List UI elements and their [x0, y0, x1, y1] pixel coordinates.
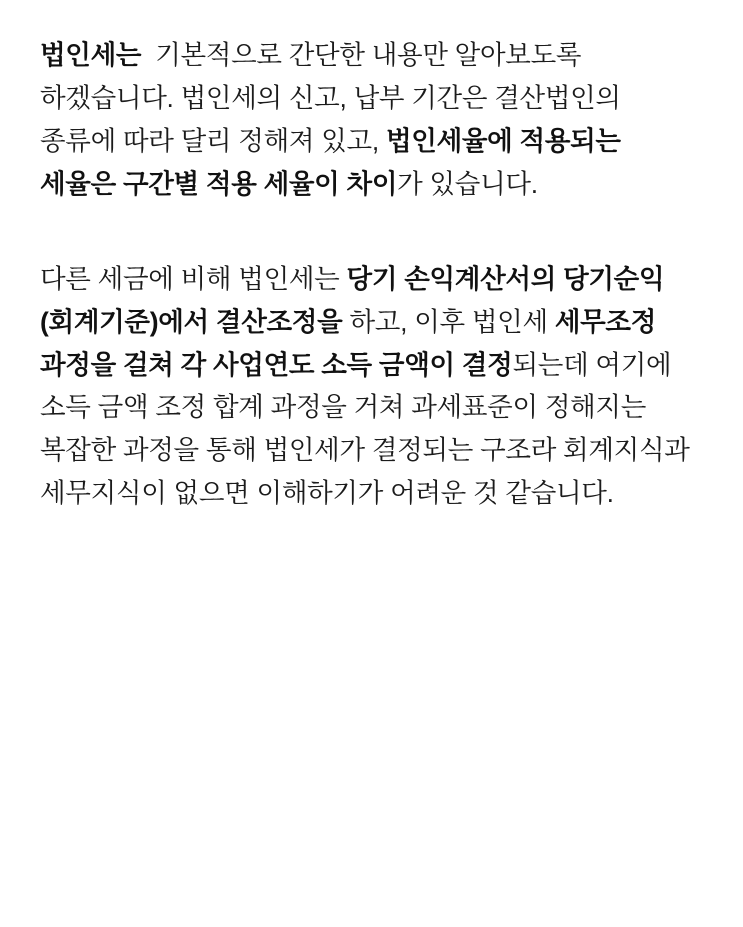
text-run: 되는데 여기에 소득 금액 조정 합계 과정을 거쳐 과세표준이 정해지는 복잡한 과정을 통해 법인세가 결정되는 구조라 회계지식과 세무지식이 없으면 이해하기가 어려운 것 같습니다. — [40, 349, 690, 509]
paragraph-1 — [40, 34, 703, 206]
text-run: 가 있습니다. — [397, 168, 538, 199]
text-run-bold: 법인세율에 적용되는 세율은 구간별 적용 세율이 차이 — [40, 125, 621, 199]
text-run: 다른 세금에 비해 법인세는 — [40, 263, 347, 294]
text-run: 기본적으로 간단한 내용만 알아보도록 하겠습니다. 법인세의 신고, 납부 기간은 결산법인의 종류에 따라 달리 정해져 있고, — [40, 40, 621, 156]
paragraph-2 — [40, 258, 703, 516]
text-run-bold: 세무조정 과정을 걸쳐 각 사업연도 소득 금액이 결정 — [40, 306, 657, 380]
text-run: 하고, 이후 법인세 — [342, 306, 555, 337]
text-run-bold: 당기 손익계산서의 당기순익(회계기준)에서 결산조정을 — [40, 263, 665, 337]
text-run-bold: 법인세는 — [40, 40, 142, 70]
